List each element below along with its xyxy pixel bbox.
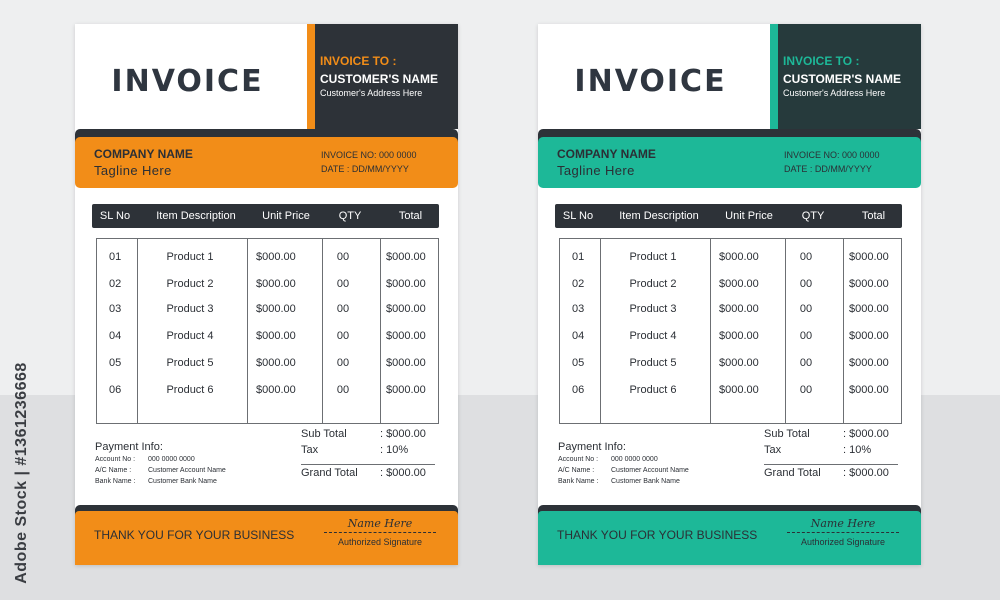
payment-info-title: Payment Info: <box>558 441 626 453</box>
col-total: Total <box>861 210 886 222</box>
invoice-number: INVOICE NO: 000 0000 <box>784 150 880 160</box>
signature-line <box>324 532 436 533</box>
row-sl: 05 <box>109 357 122 369</box>
table-header <box>555 204 902 228</box>
payment-value: Customer Bank Name <box>148 478 217 485</box>
row-sl: 03 <box>572 303 585 315</box>
invoice-title: INVOICE <box>111 64 264 99</box>
row-total: $000.00 <box>386 278 426 290</box>
invoice-date: DATE : DD/MM/YYYY <box>321 164 409 174</box>
row-qty: 00 <box>799 357 813 369</box>
row-unit-price: $000.00 <box>256 251 296 263</box>
invoice-date: DATE : DD/MM/YYYY <box>784 164 872 174</box>
row-qty: 00 <box>336 278 350 290</box>
row-sl: 01 <box>109 251 122 263</box>
row-sl: 04 <box>109 330 122 342</box>
col-unit-price: Unit Price <box>725 210 773 222</box>
row-description: Product 1 <box>629 251 677 263</box>
invoice-to-label: INVOICE TO : <box>320 54 397 68</box>
signature-line <box>787 532 899 533</box>
header-accent-strip <box>307 24 315 129</box>
row-unit-price: $000.00 <box>719 330 759 342</box>
payment-info-title: Payment Info: <box>95 441 163 453</box>
row-description: Product 6 <box>166 384 214 396</box>
grand-total-label: Grand Total <box>764 467 821 479</box>
row-qty: 00 <box>799 278 813 290</box>
customer-address: Customer's Address Here <box>783 88 886 98</box>
row-description: Product 6 <box>629 384 677 396</box>
row-description: Product 5 <box>629 357 677 369</box>
grand-total-value: : $000.00 <box>843 467 889 479</box>
customer-name: CUSTOMER'S NAME <box>320 72 438 86</box>
row-sl: 04 <box>572 330 585 342</box>
signature-script: Name Here <box>810 517 876 530</box>
col-total: Total <box>398 210 423 222</box>
row-qty: 00 <box>336 384 350 396</box>
payment-key: Account No : <box>558 456 599 463</box>
row-description: Product 3 <box>166 303 214 315</box>
row-total: $000.00 <box>849 251 889 263</box>
tax-label: Tax <box>301 444 319 456</box>
row-qty: 00 <box>799 384 813 396</box>
row-total: $000.00 <box>386 384 426 396</box>
row-qty: 00 <box>336 303 350 315</box>
payment-value: 000 0000 0000 <box>611 456 658 463</box>
payment-value: 000 0000 0000 <box>148 456 195 463</box>
row-total: $000.00 <box>386 330 426 342</box>
row-unit-price: $000.00 <box>719 251 759 263</box>
col-qty: QTY <box>801 210 825 222</box>
col-sl-no: SL No <box>562 210 594 222</box>
row-unit-price: $000.00 <box>256 303 296 315</box>
thank-you-text: THANK YOU FOR YOUR BUSINESS <box>94 528 295 542</box>
row-unit-price: $000.00 <box>719 278 759 290</box>
subtotal-label: Sub Total <box>764 428 810 440</box>
column-divider <box>600 239 601 423</box>
payment-value: Customer Account Name <box>611 467 689 474</box>
row-qty: 00 <box>336 357 350 369</box>
header-accent-strip <box>770 24 778 129</box>
company-tagline: Tagline Here <box>557 163 635 178</box>
row-description: Product 2 <box>166 278 214 290</box>
tax-value: : 10% <box>380 444 409 456</box>
payment-key: Bank Name : <box>558 478 599 485</box>
row-total: $000.00 <box>386 303 426 315</box>
row-description: Product 5 <box>166 357 214 369</box>
payment-value: Customer Account Name <box>148 467 226 474</box>
row-unit-price: $000.00 <box>256 357 296 369</box>
row-qty: 00 <box>799 251 813 263</box>
row-unit-price: $000.00 <box>256 278 296 290</box>
row-sl: 06 <box>109 384 122 396</box>
row-qty: 00 <box>799 330 813 342</box>
payment-key: A/C Name : <box>558 467 595 474</box>
row-description: Product 4 <box>166 330 214 342</box>
stock-id-text: Adobe Stock | #1361236668 <box>13 361 31 584</box>
row-qty: 00 <box>336 251 350 263</box>
row-total: $000.00 <box>849 303 889 315</box>
row-unit-price: $000.00 <box>719 357 759 369</box>
column-divider <box>137 239 138 423</box>
grand-total-value: : $000.00 <box>380 467 426 479</box>
row-total: $000.00 <box>849 357 889 369</box>
payment-key: Bank Name : <box>95 478 136 485</box>
row-qty: 00 <box>799 303 813 315</box>
company-name: COMPANY NAME <box>557 147 656 161</box>
row-sl: 05 <box>572 357 585 369</box>
payment-value: Customer Bank Name <box>611 478 680 485</box>
row-unit-price: $000.00 <box>719 303 759 315</box>
payment-key: Account No : <box>95 456 136 463</box>
col-sl-no: SL No <box>99 210 131 222</box>
invoice-number: INVOICE NO: 000 0000 <box>321 150 417 160</box>
tax-value: : 10% <box>843 444 872 456</box>
col-qty: QTY <box>338 210 362 222</box>
row-qty: 00 <box>336 330 350 342</box>
row-unit-price: $000.00 <box>256 330 296 342</box>
row-sl: 02 <box>572 278 585 290</box>
row-sl: 02 <box>109 278 122 290</box>
column-divider <box>843 239 844 423</box>
row-sl: 06 <box>572 384 585 396</box>
row-total: $000.00 <box>849 330 889 342</box>
invoice-orange <box>75 24 458 565</box>
stock-id-label <box>8 355 36 590</box>
row-sl: 01 <box>572 251 585 263</box>
payment-key: A/C Name : <box>95 467 132 474</box>
summary-divider <box>764 464 898 465</box>
col-unit-price: Unit Price <box>262 210 310 222</box>
company-tagline: Tagline Here <box>94 163 172 178</box>
invoice-teal <box>538 24 921 565</box>
grand-total-label: Grand Total <box>301 467 358 479</box>
row-unit-price: $000.00 <box>719 384 759 396</box>
subtotal-label: Sub Total <box>301 428 347 440</box>
col-item-description: Item Description <box>619 210 699 222</box>
row-unit-price: $000.00 <box>256 384 296 396</box>
column-divider <box>247 239 248 423</box>
table-header <box>92 204 439 228</box>
signature-label: Authorized Signature <box>337 537 423 547</box>
col-item-description: Item Description <box>156 210 236 222</box>
customer-name: CUSTOMER'S NAME <box>783 72 901 86</box>
row-total: $000.00 <box>849 278 889 290</box>
company-name: COMPANY NAME <box>94 147 193 161</box>
row-sl: 03 <box>109 303 122 315</box>
subtotal-value: : $000.00 <box>843 428 889 440</box>
summary-divider <box>301 464 435 465</box>
subtotal-value: : $000.00 <box>380 428 426 440</box>
signature-script: Name Here <box>347 517 413 530</box>
row-total: $000.00 <box>386 251 426 263</box>
row-description: Product 1 <box>166 251 214 263</box>
row-description: Product 2 <box>629 278 677 290</box>
row-description: Product 3 <box>629 303 677 315</box>
row-description: Product 4 <box>629 330 677 342</box>
thank-you-text: THANK YOU FOR YOUR BUSINESS <box>557 528 758 542</box>
tax-label: Tax <box>764 444 782 456</box>
row-total: $000.00 <box>849 384 889 396</box>
column-divider <box>710 239 711 423</box>
signature-label: Authorized Signature <box>800 537 886 547</box>
invoice-title: INVOICE <box>574 64 727 99</box>
invoice-to-label: INVOICE TO : <box>783 54 860 68</box>
customer-address: Customer's Address Here <box>320 88 423 98</box>
column-divider <box>380 239 381 423</box>
row-total: $000.00 <box>386 357 426 369</box>
